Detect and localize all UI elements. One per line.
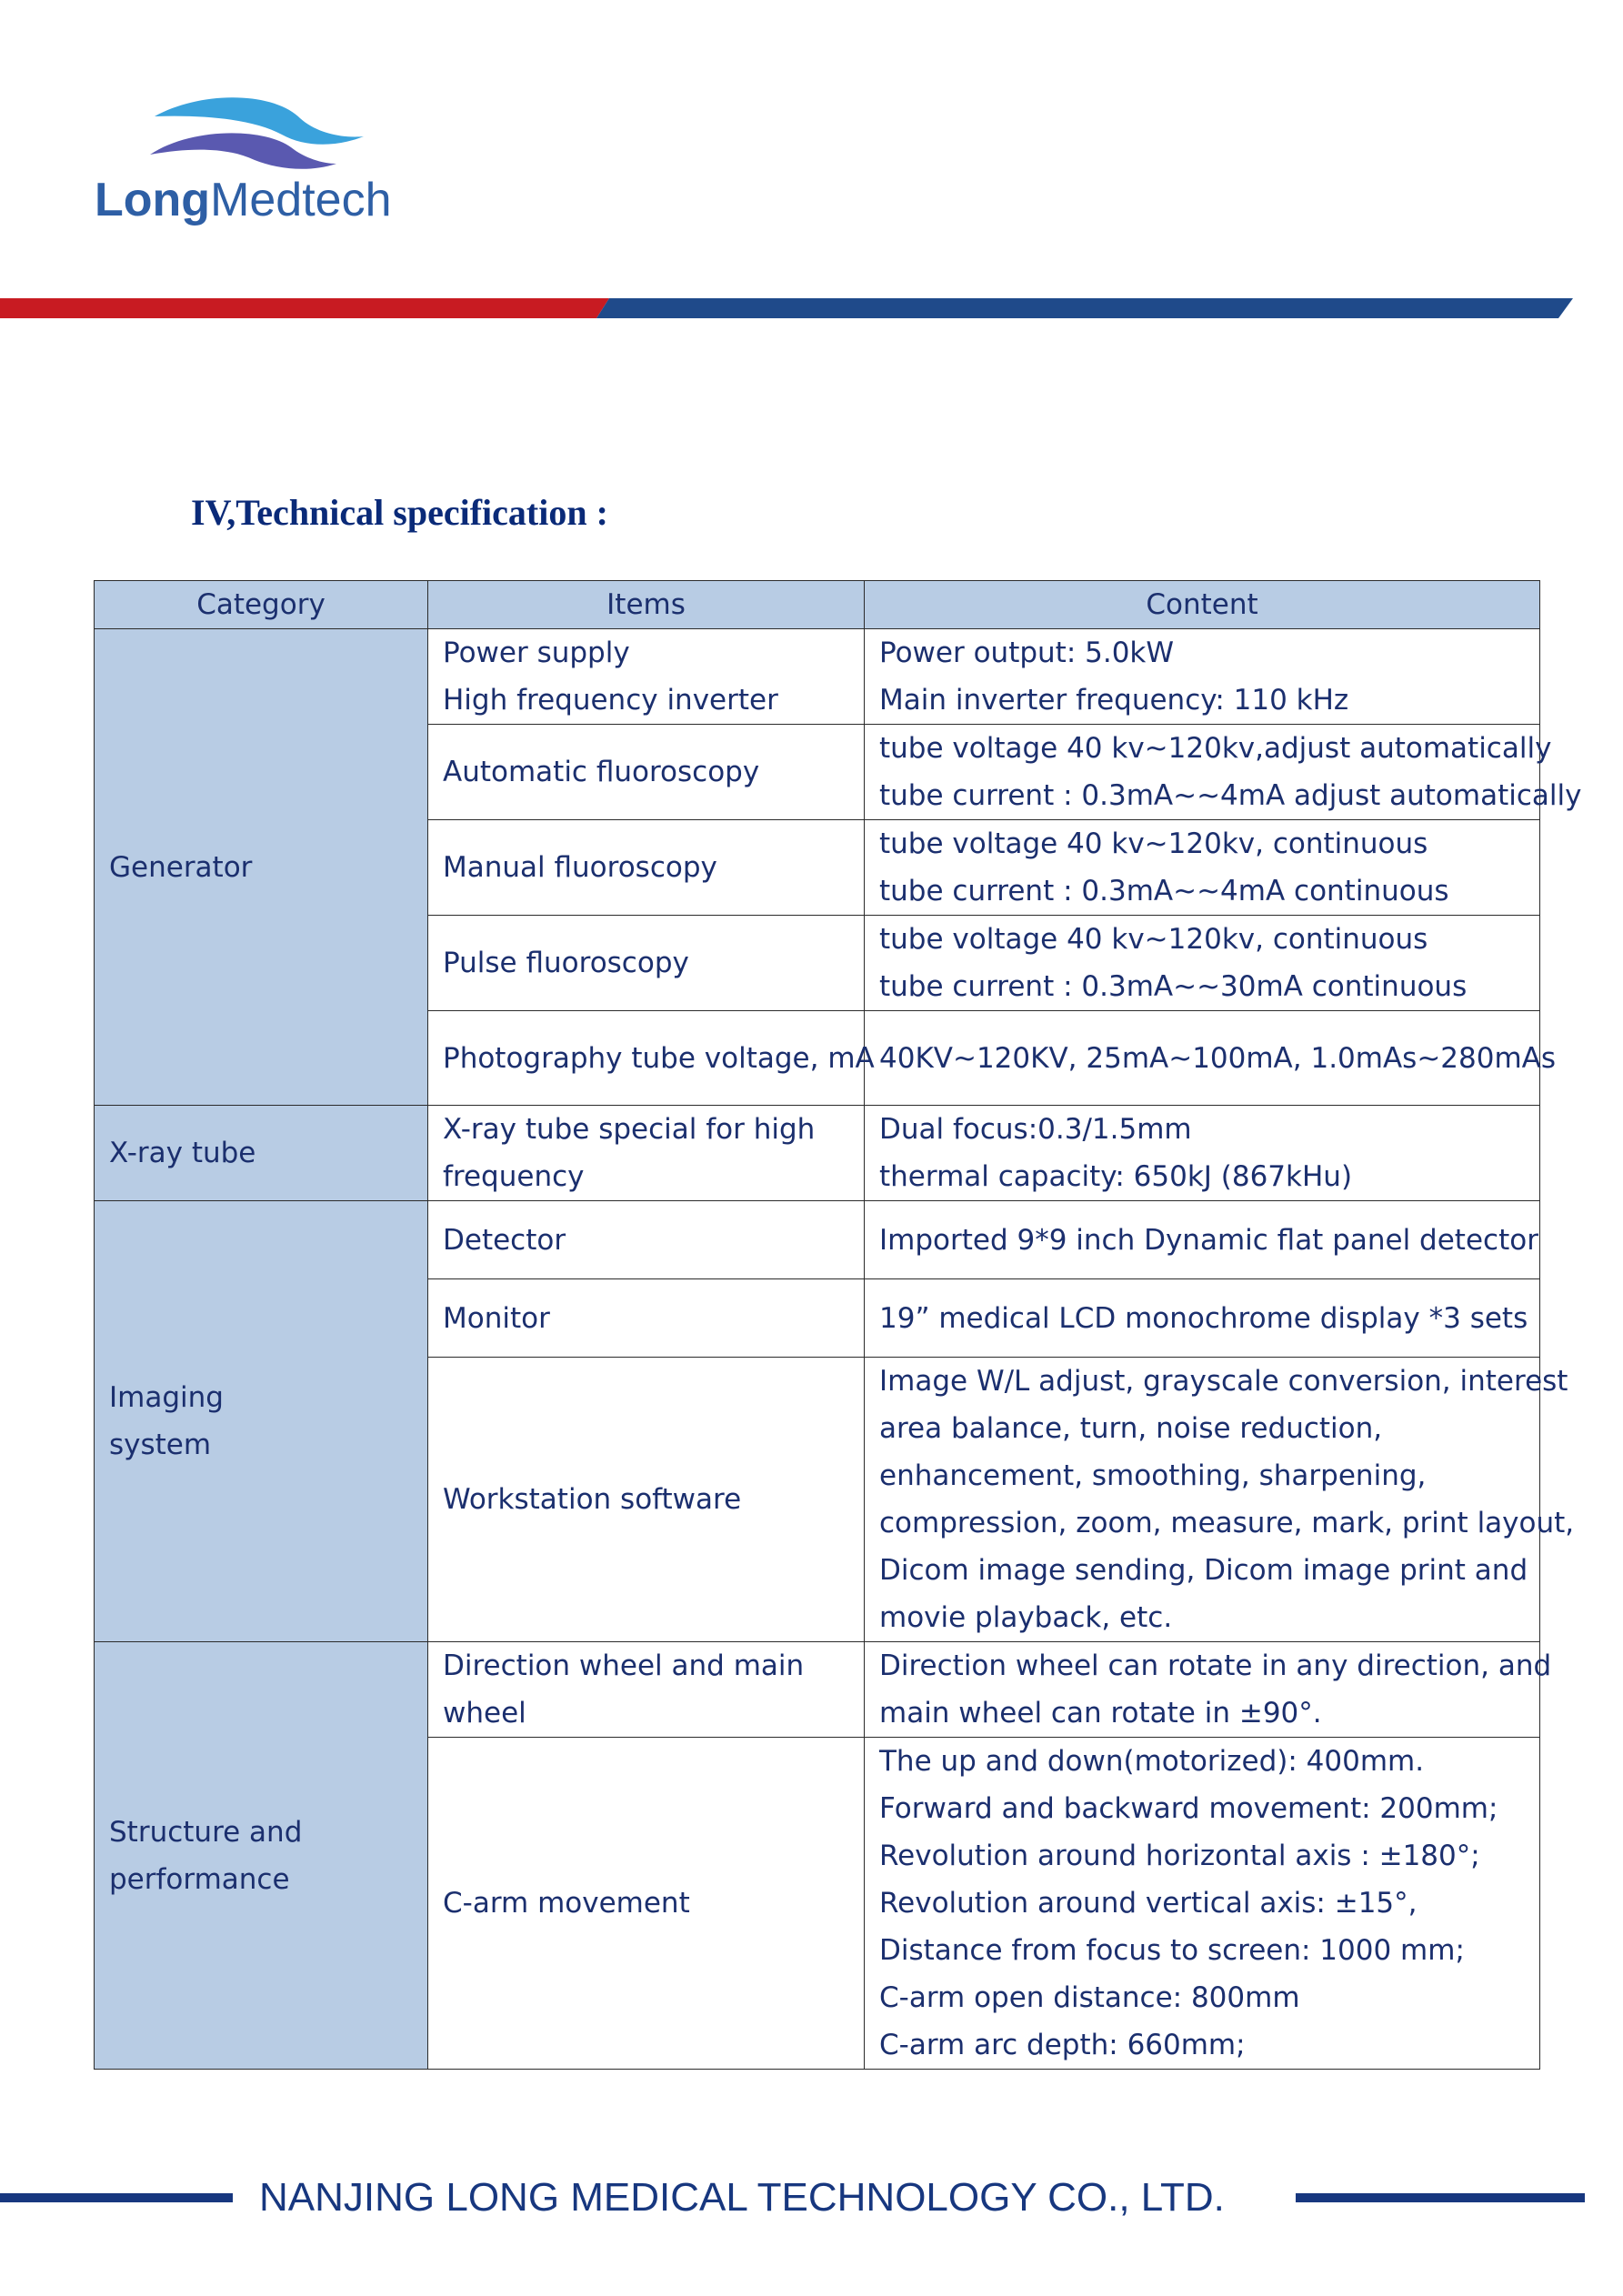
content-cell <box>865 1738 1540 2070</box>
cell-line: Automatic fluoroscopy <box>443 756 760 788</box>
cell-line: frequency <box>443 1160 585 1193</box>
item-cell <box>428 1201 865 1279</box>
table-header-row <box>95 581 1540 629</box>
cell-line: Imaging <box>109 1381 224 1414</box>
item-cell <box>428 1358 865 1642</box>
table-row <box>95 1201 1540 1279</box>
cell-line: Monitor <box>443 1301 550 1335</box>
content-cell <box>865 725 1582 820</box>
table-row <box>95 1106 1540 1201</box>
content-cell <box>865 916 1540 1011</box>
cell-line: main wheel can rotate in ±90°. <box>879 1697 1322 1730</box>
cell-line: 40KV~120KV, 25mA~100mA, 1.0mAs~280mAs <box>879 1041 1557 1075</box>
cell-line: tube voltage 40 kv~120kv, continuous <box>879 827 1428 860</box>
cell-line: Revolution around horizontal axis : ±180°; <box>879 1840 1480 1872</box>
cell-line: Workstation software <box>443 1483 742 1516</box>
cell-line: area balance, turn, noise reduction, <box>879 1412 1383 1445</box>
logo-word-bold: Long <box>95 174 211 226</box>
cell-line: Power supply <box>443 637 630 669</box>
item-cell <box>428 1738 865 2070</box>
column-header: Content <box>865 581 1540 629</box>
cell-line: Power output: 5.0kW <box>879 637 1175 669</box>
section-title: IV,Technical specification : <box>191 492 608 533</box>
item-cell <box>428 1279 865 1358</box>
header-color-band <box>0 296 1573 320</box>
column-header: Category <box>95 581 428 629</box>
header-band-blue <box>596 298 1573 318</box>
item-cell <box>428 1642 865 1738</box>
cell-line: High frequency inverter <box>443 684 778 717</box>
content-cell <box>865 1201 1540 1279</box>
cell-line: Imported 9*9 inch Dynamic flat panel detector <box>879 1223 1538 1257</box>
cell-line: Structure and <box>109 1815 303 1849</box>
cell-line: Main inverter frequency: 110 kHz <box>879 684 1349 717</box>
cell-line: C-arm movement <box>443 1887 690 1920</box>
content-cell <box>865 820 1540 916</box>
cell-line: Distance from focus to screen: 1000 mm; <box>879 1934 1465 1967</box>
content-cell <box>865 1279 1540 1358</box>
cell-line: wheel <box>443 1697 526 1730</box>
cell-line: tube current : 0.3mA~~4mA adjust automatically <box>879 779 1582 812</box>
cell-line: X-ray tube <box>109 1137 256 1169</box>
item-cell <box>428 820 865 916</box>
logo-wordmark <box>95 173 392 227</box>
cell-line: enhancement, smoothing, sharpening, <box>879 1459 1427 1492</box>
header-band-red <box>0 298 609 318</box>
item-cell <box>428 1011 875 1106</box>
cell-line: compression, zoom, measure, mark, print layout, <box>879 1507 1575 1539</box>
content-cell <box>865 1106 1540 1201</box>
logo-word-light: Medtech <box>210 174 392 226</box>
item-cell <box>428 629 865 725</box>
cell-line: performance <box>109 1862 290 1896</box>
cell-line: movie playback, etc. <box>879 1601 1173 1634</box>
cell-line: Forward and backward movement: 200mm; <box>879 1792 1498 1825</box>
cell-line: tube voltage 40 kv~120kv,adjust automatically <box>879 732 1552 765</box>
category-cell <box>95 1201 428 1642</box>
cell-line: C-arm arc depth: 660mm; <box>879 2029 1246 2061</box>
content-cell <box>865 1358 1575 1642</box>
cell-line: Dicom image sending, Dicom image print and <box>879 1554 1528 1587</box>
cell-line: 19” medical LCD monochrome display *3 sets <box>879 1301 1528 1335</box>
cell-line: tube current : 0.3mA~~30mA continuous <box>879 970 1468 1003</box>
cell-line: Dual focus:0.3/1.5mm <box>879 1113 1192 1146</box>
footer-rule-left <box>0 2193 233 2202</box>
cell-line: Detector <box>443 1223 566 1257</box>
category-cell <box>95 629 428 1106</box>
technical-spec-table <box>94 580 1582 2070</box>
content-cell <box>865 1011 1557 1106</box>
cell-line: The up and down(motorized): 400mm. <box>879 1745 1425 1778</box>
cell-line: Revolution around vertical axis: ±15°, <box>879 1887 1418 1920</box>
cell-line: Generator <box>109 850 253 884</box>
cell-line: Pulse fluoroscopy <box>443 947 689 979</box>
cell-line: Photography tube voltage, mA <box>443 1041 875 1075</box>
cell-line: system <box>109 1429 212 1461</box>
cell-line: tube voltage 40 kv~120kv, continuous <box>879 923 1428 956</box>
cell-line: Image W/L adjust, grayscale conversion, interest <box>879 1365 1568 1398</box>
item-cell <box>428 1106 865 1201</box>
footer-rule-right <box>1296 2193 1585 2202</box>
table-row <box>95 629 1540 725</box>
item-cell <box>428 725 865 820</box>
cell-line: tube current : 0.3mA~~4mA continuous <box>879 875 1449 907</box>
cell-line: Direction wheel can rotate in any direction, and <box>879 1649 1552 1682</box>
content-cell <box>865 629 1540 725</box>
item-cell <box>428 916 865 1011</box>
category-cell <box>95 1106 428 1201</box>
cell-line: X-ray tube special for high <box>443 1113 816 1146</box>
footer-company-name: NANJING LONG MEDICAL TECHNOLOGY CO., LTD. <box>259 2175 1225 2220</box>
cell-line: C-arm open distance: 800mm <box>879 1981 1300 2014</box>
cell-line: thermal capacity: 650kJ (867kHu) <box>879 1160 1353 1193</box>
cell-line: Direction wheel and main <box>443 1649 805 1682</box>
cell-line: Manual fluoroscopy <box>443 851 717 884</box>
table-row <box>95 1642 1540 1738</box>
content-cell <box>865 1642 1552 1738</box>
category-cell <box>95 1642 428 2070</box>
column-header: Items <box>428 581 865 629</box>
